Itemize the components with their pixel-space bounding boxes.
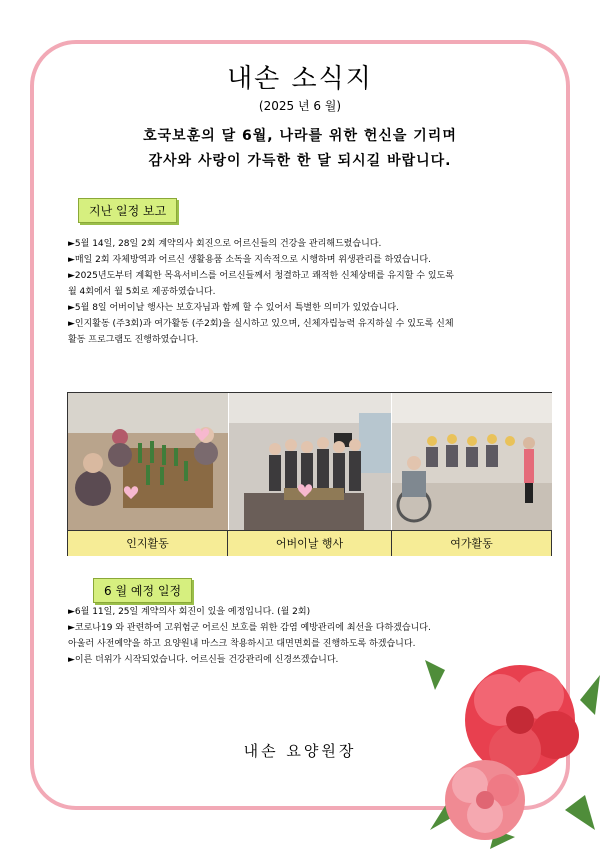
past-schedule-heading: 지난 일정 보고 [78, 198, 177, 223]
photo-parents-day-event [229, 393, 391, 530]
photo-leisure-activity [392, 393, 552, 530]
past-item: ►5월 14일, 28일 2회 계약의사 회진으로 어르신들의 건강을 관리해드렸습니다. [68, 239, 382, 249]
past-item: 활동 프로그램도 진행하였습니다. [68, 335, 199, 345]
past-item: 월 4회에서 월 5회로 제공하였습니다. [68, 287, 216, 297]
past-schedule-list [68, 236, 538, 348]
caption-leisure-activity: 여가활동 [392, 530, 551, 556]
past-item: ►2025년도부터 계획한 목욕서비스를 어르신들께서 청결하고 쾌적한 신체상태를 유지할 수 있도록 [68, 271, 454, 281]
newsletter-title: 내손 소식지 [227, 64, 373, 94]
past-item: ►5월 8일 어버이날 행사는 보호자님과 함께 할 수 있어서 특별한 의미가 있었습니다. [68, 303, 399, 313]
caption-cognitive-activity: 인지활동 [68, 530, 228, 556]
photo-cognitive-activity [68, 393, 228, 530]
upcoming-item: ►이른 더위가 시작되었습니다. 어르신들 건강관리에 신경쓰겠습니다. [68, 655, 339, 665]
past-item: ►매일 2회 자체방역과 어르신 생활용품 소독을 지속적으로 시행하며 위생관리를 하였습니다. [68, 255, 431, 265]
signature: 내손 요양원장 [243, 742, 357, 760]
carnation-decoration [425, 640, 600, 853]
newsletter-date: (2025 년 6 월) [258, 99, 342, 113]
caption-parents-day-event: 어버이날 행사 [228, 530, 392, 556]
upcoming-item: 아울러 사전예약을 하고 요양원내 마스크 착용하시고 대면면회를 진행하도록 하겠습니다. [68, 639, 416, 649]
upcoming-schedule-heading: 6 월 예정 일정 [93, 578, 192, 603]
photo-gallery [67, 392, 552, 556]
slogan-line-1: 호국보훈의 달 6월, 나라를 위한 헌신을 기리며 [143, 128, 457, 144]
upcoming-item: ►코로나19 와 관련하여 고위험군 어르신 보호를 위한 감염 예방관리에 최선을 다하겠습니다. [68, 623, 431, 633]
upcoming-item: ►6월 11일, 25일 계약의사 회진이 있을 예정입니다. (월 2회) [68, 607, 311, 617]
past-item: ►인지활동 (주3회)과 여가활동 (주2회)을 실시하고 있으며, 신체자립능력 유지하실 수 있도록 신체 [68, 319, 454, 329]
slogan-line-2: 감사와 사랑이 가득한 한 달 되시길 바랍니다. [148, 153, 452, 169]
